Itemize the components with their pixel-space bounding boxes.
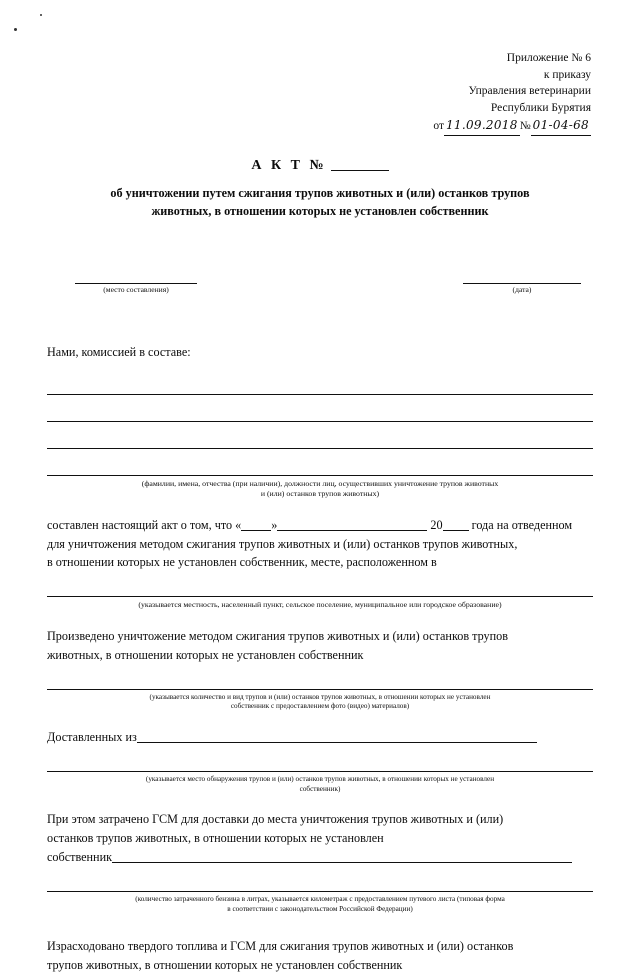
p4-line-2: останков трупов животных, в отношении которых не установлен (47, 829, 593, 848)
quantity-blank-line[interactable] (47, 665, 593, 690)
commission-blank-line[interactable] (47, 395, 593, 422)
date-caption: (дата) (463, 285, 581, 294)
order-number-handwritten: 01-04-68 (531, 117, 591, 136)
fuel-caption-line-1: (количество затраченного бензина в литрах, указывается километраж с предоставлением путевого листа (типовая форма (57, 895, 583, 905)
place-and-date-block (47, 269, 593, 315)
place-caption: (место составления) (75, 285, 197, 294)
place-blank[interactable] (75, 269, 197, 284)
to-order-label: к приказу (47, 67, 591, 84)
p1-line-2: для уничтожения методом сжигания трупов животных и (или) останков трупов животных, (47, 535, 593, 554)
commission-caption (47, 479, 593, 500)
from-label: от (433, 120, 444, 132)
commission-intro: Нами, комиссией в составе: (47, 343, 593, 362)
p1-text-part-1: составлен настоящий акт о том, что « (47, 518, 241, 532)
p2-line-2: животных, в отношении которых не установлен собственник (47, 646, 593, 665)
delivered-caption-line-2: собственник) (57, 785, 583, 795)
paragraph-1 (47, 516, 593, 573)
p1-text-part-3: 20 (430, 518, 442, 532)
fuel-caption-line-2: в соответствии с законодательством Российской Федерации) (57, 905, 583, 915)
order-date-handwritten: 11.09.2018 (444, 117, 520, 136)
document-header (47, 50, 593, 136)
p1-line-3: в отношении которых не установлен собственник, месте, расположенном в (47, 553, 593, 572)
scan-speck (40, 14, 42, 16)
quantity-caption-line-2: собственник с предоставлением фото (видео) материалов) (57, 702, 583, 712)
authority-line-1: Управления ветеринарии (47, 83, 591, 100)
quantity-caption-line-1: (указывается количество и вид трупов и (или) останков трупов животных, в отношении которых не установлен (57, 693, 583, 703)
commission-blank-line[interactable] (47, 422, 593, 449)
fuel-blank-line[interactable] (47, 867, 593, 892)
day-blank[interactable] (241, 530, 271, 531)
authority-line-2: Республики Бурятия (47, 100, 591, 117)
delivered-from-caption (47, 775, 593, 794)
document-subtitle (47, 184, 593, 221)
commission-caption-line-2: и (или) останков трупов животных) (57, 489, 583, 500)
year-blank[interactable] (443, 530, 469, 531)
fuel-blank[interactable] (112, 862, 572, 863)
scan-speck (14, 28, 17, 31)
paragraph-5 (47, 937, 593, 974)
appendix-number: Приложение № 6 (47, 50, 591, 67)
commission-blank-line[interactable] (47, 449, 593, 476)
paragraph-4 (47, 810, 593, 867)
p4-line-3-wrap (47, 848, 593, 867)
delivered-from-blank[interactable] (137, 742, 537, 743)
delivered-from-blank-line[interactable] (47, 747, 593, 772)
p2-line-1: Произведено уничтожение методом сжигания трупов животных и (или) останков трупов (47, 627, 593, 646)
commission-blank-line[interactable] (47, 368, 593, 395)
page-title (47, 158, 593, 174)
month-blank[interactable] (277, 530, 427, 531)
date-blank[interactable] (463, 269, 581, 284)
subtitle-line-2: животных, в отношении которых не установлен собственник (47, 202, 593, 220)
order-date-number-line (47, 117, 591, 136)
delivered-from-label: Доставленных из (47, 730, 137, 744)
p5-line-2: трупов животных, в отношении которых не установлен собственник (47, 956, 593, 974)
akt-word: А К Т (251, 158, 303, 173)
p4-line-1: При этом затрачено ГСМ для доставки до места уничтожения трупов животных и (или) (47, 810, 593, 829)
location-blank-line[interactable] (47, 572, 593, 597)
delivered-caption-line-1: (указывается место обнаружения трупов и (или) останков трупов животных, в отношении которых не установлен (57, 775, 583, 785)
p4-line-3: собственник (47, 850, 112, 864)
akt-number-blank (331, 170, 389, 171)
number-label: № (520, 120, 531, 132)
p1-text-part-2: » (271, 518, 277, 532)
quantity-caption (47, 693, 593, 712)
subtitle-line-1: об уничтожении путем сжигания трупов животных и (или) останков трупов (47, 184, 593, 202)
akt-number-sign: № (310, 158, 327, 173)
location-caption: (указывается местность, населенный пункт, сельское поселение, муниципальное или городское образование) (47, 600, 593, 611)
commission-caption-line-1: (фамилии, имена, отчества (при наличии), должности лиц, осуществивших уничтожение трупов животных (57, 479, 583, 490)
p1-text-part-4: года на отведенном (472, 518, 573, 532)
document-content (47, 50, 593, 974)
paragraph-3 (47, 728, 593, 747)
p5-line-1: Израсходовано твердого топлива и ГСМ для сжигания трупов животных и (или) останков (47, 937, 593, 956)
paragraph-2 (47, 627, 593, 665)
